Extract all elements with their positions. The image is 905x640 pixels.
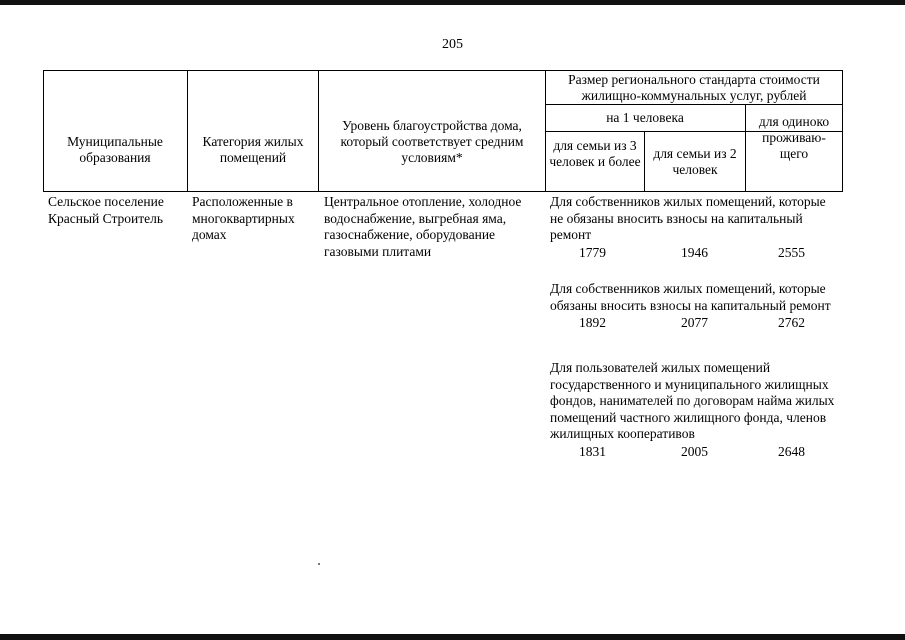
value-family-3: 1779 [579,244,606,260]
header-category: Категория жилых помещений [202,134,304,165]
price-group-owners-with-capital-repair [550,281,842,331]
value-family-2: 1946 [681,244,708,260]
value-family-2: 2005 [681,443,708,459]
header-per-person: на 1 человека [606,110,684,125]
price-group-tenants-and-cooperatives [550,360,842,460]
group-description: Для пользователей жилых помещений государственного и муниципального жилищных фондов, нанимателей по договорам найма жилых помещений частного жилищного фонда, членов жилищных кооперативов [550,360,835,441]
value-family-2: 2077 [681,315,708,330]
scan-top-border [0,0,905,5]
group-values-row [550,314,842,331]
value-family-3: 1892 [579,315,606,330]
page-number: 205 [442,37,463,52]
header-family-2: для семьи из 2 человек [653,146,737,177]
header-level: Уровень благоустройства дома, который соответствует средним условиям* [340,118,524,165]
row-level: Центральное отопление, холодное водоснабжение, выгребная яма, газоснабжение, оборудование газовыми плитами [324,194,522,259]
group-description: Для собственников жилых помещений, которые обязаны вносить взносы на капитальный ремонт [550,281,831,313]
value-single: 2555 [778,244,805,260]
price-group-owners-no-capital-repair [550,194,842,261]
group-description: Для собственников жилых помещений, которые не обязаны вносить взносы на капитальный ремонт [550,194,826,242]
scan-speck [318,563,320,565]
header-municipal: Муниципальные образования [67,134,163,165]
value-family-3: 1831 [579,443,606,459]
row-municipal: Сельское поселение Красный Строитель [48,194,164,226]
header-standard: Размер регионального стандарта стоимости жилищно-коммунальных услуг, рублей [568,72,820,103]
group-values-row [550,443,842,460]
scan-bottom-border [0,634,905,640]
header-single: для одиноко проживаю-щего [758,114,830,161]
value-single: 2762 [778,315,805,330]
header-family-3: для семьи из 3 человек и более [549,138,641,169]
row-category: Расположенные в многоквартирных домах [192,194,295,242]
value-single: 2648 [778,443,805,459]
group-values-row [550,244,842,261]
